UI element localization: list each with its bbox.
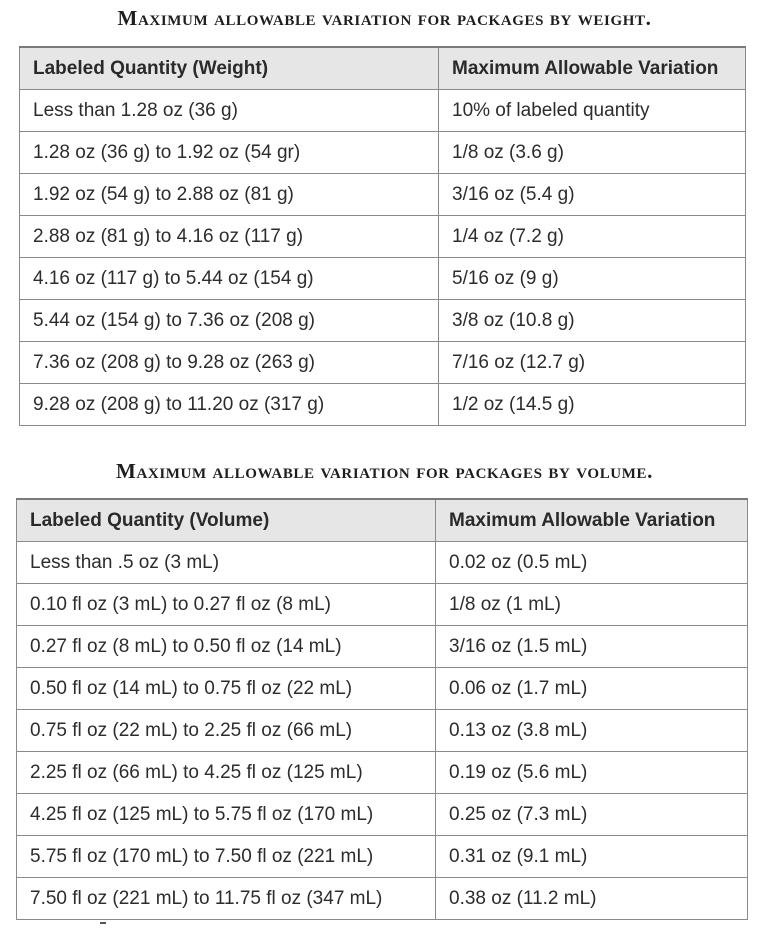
max-variation-cell: 0.31 oz (9.1 mL): [436, 836, 748, 878]
labeled-quantity-cell: 9.28 oz (208 g) to 11.20 oz (317 g): [20, 384, 439, 426]
table-row: [17, 836, 748, 878]
labeled-quantity-cell: 2.25 fl oz (66 mL) to 4.25 fl oz (125 mL): [17, 752, 436, 794]
max-variation-cell: 0.06 oz (1.7 mL): [436, 668, 748, 710]
volume-variation-table: [16, 498, 748, 920]
table-row: [20, 384, 746, 426]
labeled-quantity-cell: 4.16 oz (117 g) to 5.44 oz (154 g): [20, 258, 439, 300]
labeled-quantity-cell: 0.50 fl oz (14 mL) to 0.75 fl oz (22 mL): [17, 668, 436, 710]
labeled-quantity-cell: Less than 1.28 oz (36 g): [20, 90, 439, 132]
labeled-quantity-cell: 0.10 fl oz (3 mL) to 0.27 fl oz (8 mL): [17, 584, 436, 626]
column-header-max-variation: Maximum Allowable Variation: [436, 499, 748, 542]
max-variation-cell: 0.02 oz (0.5 mL): [436, 542, 748, 584]
labeled-quantity-cell: 5.44 oz (154 g) to 7.36 oz (208 g): [20, 300, 439, 342]
max-variation-cell: 3/16 oz (1.5 mL): [436, 626, 748, 668]
table-row: [17, 626, 748, 668]
labeled-quantity-cell: 1.28 oz (36 g) to 1.92 oz (54 gr): [20, 132, 439, 174]
table-row: [17, 878, 748, 920]
table-row: [17, 752, 748, 794]
table-row: [20, 216, 746, 258]
max-variation-cell: 0.13 oz (3.8 mL): [436, 710, 748, 752]
labeled-quantity-cell: 7.36 oz (208 g) to 9.28 oz (263 g): [20, 342, 439, 384]
volume-table-caption: Maximum allowable variation for packages by volume.: [116, 459, 653, 483]
max-variation-cell: 3/8 oz (10.8 g): [439, 300, 746, 342]
max-variation-cell: 3/16 oz (5.4 g): [439, 174, 746, 216]
labeled-quantity-cell: Less than .5 oz (3 mL): [17, 542, 436, 584]
table-row: [17, 584, 748, 626]
labeled-quantity-cell: 0.75 fl oz (22 mL) to 2.25 fl oz (66 mL): [17, 710, 436, 752]
table-row: [17, 794, 748, 836]
column-header-labeled-quantity: Labeled Quantity (Weight): [20, 47, 439, 90]
max-variation-cell: 7/16 oz (12.7 g): [439, 342, 746, 384]
labeled-quantity-cell: 7.50 fl oz (221 mL) to 11.75 fl oz (347 mL): [17, 878, 436, 920]
max-variation-cell: 1/8 oz (1 mL): [436, 584, 748, 626]
table-row: [20, 174, 746, 216]
max-variation-cell: 10% of labeled quantity: [439, 90, 746, 132]
weight-table-caption: Maximum allowable variation for packages by weight.: [117, 6, 652, 30]
scan-artifact-mark: [100, 922, 106, 924]
table-row: [20, 132, 746, 174]
labeled-quantity-cell: 2.88 oz (81 g) to 4.16 oz (117 g): [20, 216, 439, 258]
max-variation-cell: 1/8 oz (3.6 g): [439, 132, 746, 174]
labeled-quantity-cell: 0.27 fl oz (8 mL) to 0.50 fl oz (14 mL): [17, 626, 436, 668]
table-row: [20, 300, 746, 342]
table-row: [20, 90, 746, 132]
table-header-row: [20, 47, 746, 90]
table-row: [20, 258, 746, 300]
column-header-labeled-quantity: Labeled Quantity (Volume): [17, 499, 436, 542]
table-row: [17, 710, 748, 752]
weight-variation-table: [19, 46, 746, 426]
table-row: [17, 668, 748, 710]
max-variation-cell: 1/4 oz (7.2 g): [439, 216, 746, 258]
table-header-row: [17, 499, 748, 542]
max-variation-cell: 0.25 oz (7.3 mL): [436, 794, 748, 836]
table-row: [20, 342, 746, 384]
max-variation-cell: 0.38 oz (11.2 mL): [436, 878, 748, 920]
max-variation-cell: 1/2 oz (14.5 g): [439, 384, 746, 426]
labeled-quantity-cell: 5.75 fl oz (170 mL) to 7.50 fl oz (221 mL): [17, 836, 436, 878]
max-variation-cell: 5/16 oz (9 g): [439, 258, 746, 300]
max-variation-cell: 0.19 oz (5.6 mL): [436, 752, 748, 794]
labeled-quantity-cell: 4.25 fl oz (125 mL) to 5.75 fl oz (170 mL): [17, 794, 436, 836]
table-row: [17, 542, 748, 584]
labeled-quantity-cell: 1.92 oz (54 g) to 2.88 oz (81 g): [20, 174, 439, 216]
column-header-max-variation: Maximum Allowable Variation: [439, 47, 746, 90]
